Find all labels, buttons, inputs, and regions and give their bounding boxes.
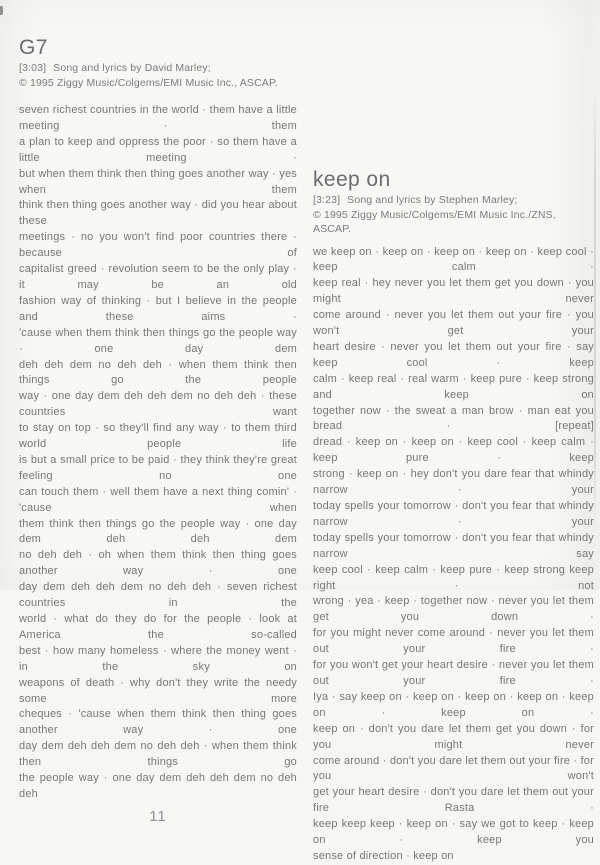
- song-title-keep-on: keep on: [313, 168, 391, 191]
- lyric-line: today spells your tomorrow · don't you fear that whindy narrow · your: [313, 500, 594, 528]
- lyric-line: can touch them · well them have a next thing comin' · 'cause when: [19, 485, 297, 514]
- song-section-keep-on: [313, 168, 594, 865]
- lyric-line: best · how many homeless · where the money went · in the sky on: [19, 644, 297, 673]
- lyric-line: weapons of death · why don't they write the needy some more: [19, 676, 297, 705]
- lyric-line: get your heart desire · don't you dare let them out your fire Rasta ·: [313, 786, 594, 815]
- lyrics-keep-on: [313, 245, 594, 865]
- lyric-line: keep keep keep · keep on · say we got to keep · keep on · keep you: [313, 818, 594, 847]
- lyric-line: keep on · don't you dare let them get you down · for you might never: [313, 722, 594, 751]
- lyric-line: deh deh dem no deh deh · when them think then things go the people: [19, 358, 297, 387]
- song-copyright: © 1995 Ziggy Music/Colgems/EMI Music Inc., ASCAP.: [19, 76, 278, 89]
- lyric-line: to stay on top · so they'll find any way · to them third world people life: [19, 422, 297, 451]
- page-number: 11: [149, 807, 167, 825]
- lyric-line: world · what do they do for the people · look at America the so-called: [19, 613, 297, 641]
- lyric-line: today spells your tomorrow · don't you fear that whindy narrow say: [313, 531, 594, 560]
- lyric-line: a plan to keep and oppress the poor · so them have a little meeting ·: [19, 135, 297, 164]
- lyric-line: keep cool · keep calm · keep pure · keep strong keep right · not: [313, 563, 594, 592]
- lyric-line: for you might never come around · never you let them out your fire ·: [313, 627, 594, 656]
- lyric-line: for you won't get your heart desire · never you let them out your fire ·: [313, 659, 594, 687]
- lyric-line: Iya · say keep on · keep on · keep on · keep on · keep on · keep on ·: [313, 690, 594, 719]
- song-credits-keep-on: [313, 193, 594, 237]
- song-credit-line: [19, 61, 297, 76]
- song-credit-line: [313, 193, 594, 208]
- lyric-line: the people way · one day dem deh deh dem no deh deh: [19, 772, 297, 800]
- song-copyright: © 1995 Ziggy Music/Colgems/EMI Music Inc./ZNS, ASCAP.: [313, 208, 556, 235]
- lyric-line: no deh deh · oh when them think then thing goes another way · one: [19, 549, 297, 578]
- lyric-line: but when them think then thing goes another way · yes when them: [19, 167, 297, 196]
- lyric-line: strong · keep on · hey don't you dare fear that whindy narrow · your: [313, 468, 594, 497]
- lyric-line: dread · keep on · keep on · keep cool · keep calm · keep pure · keep: [313, 436, 594, 465]
- song-credits-g7: [19, 61, 297, 90]
- lyric-line: come around · don't you dare let them out your fire · for you won't: [313, 754, 594, 783]
- lyric-line: way · one day dem deh deh dem no deh deh · these countries want: [19, 390, 297, 419]
- lyric-line: together now · the sweat a man brow · man eat you bread · [repeat]: [313, 404, 594, 433]
- lyric-line: them think then things go the people way · one day dem deh deh dem: [19, 517, 297, 546]
- lyric-line: meetings · no you won't find poor countries there · because of: [19, 231, 297, 260]
- lyric-line: day dem deh deh dem no deh deh · when them think then things go: [19, 740, 297, 769]
- scan-artifact-speck: [0, 6, 3, 15]
- lyric-line: come around · never you let them out your fire · you won't get your: [313, 309, 594, 338]
- lyric-line: fashion way of thinking · but I believe in the people and these aims ·: [19, 294, 297, 323]
- lyric-line: think then thing goes another way · did you hear about these: [19, 199, 297, 228]
- lyric-line: cheques · 'cause when them think then thing goes another way · one: [19, 708, 297, 737]
- lyric-line: wrong · yea · keep · together now · never you let them get you down ·: [313, 595, 594, 624]
- song-credit: Song and lyrics by David Marley;: [53, 62, 211, 74]
- lyric-line: 'cause when them think then things go the people way · one day dem: [19, 326, 297, 355]
- lyric-line: calm · keep real · real warm · keep pure · keep strong and keep on: [313, 372, 594, 401]
- lyric-line: heart desire · never you let them out your fire · say keep cool · keep: [313, 340, 594, 369]
- lyric-line: capitalist greed · revolution seem to be the only play · it may be an old: [19, 263, 297, 291]
- song-section-g7: [19, 36, 297, 825]
- song-credit: Song and lyrics by Stephen Marley;: [347, 194, 518, 206]
- scan-edge-shadow: [594, 90, 596, 530]
- lyric-line: we keep on · keep on · keep on · keep on · keep cool · keep calm ·: [313, 245, 594, 274]
- song-duration: [3:03]: [19, 62, 47, 74]
- song-duration: [3:23]: [313, 194, 341, 206]
- lyric-line: is but a small price to be paid · they think they're great feeling no one: [19, 453, 297, 482]
- lyric-line: keep real · hey never you let them get you down · you might never: [313, 277, 594, 306]
- lyric-line: seven richest countries in the world · them have a little meeting · them: [19, 104, 297, 132]
- lyric-line: day dem deh deh dem no deh deh · seven richest countries in the: [19, 581, 297, 610]
- song-title-g7: G7: [19, 36, 48, 59]
- lyric-line: sense of direction · keep on: [313, 849, 454, 862]
- lyrics-g7: [19, 103, 297, 803]
